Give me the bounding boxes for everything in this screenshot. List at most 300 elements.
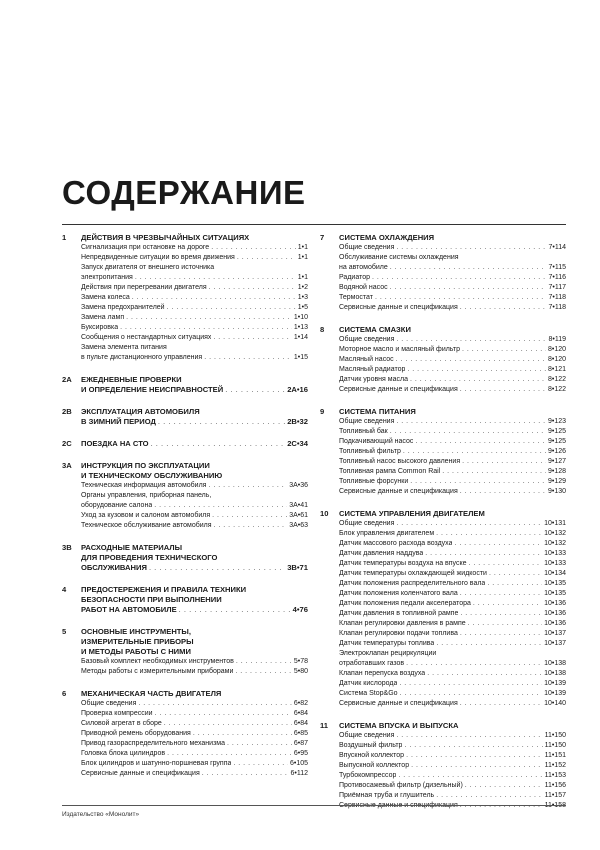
section-heading[interactable] [320,721,566,731]
dot-leader [460,801,543,811]
toc-entry[interactable] [81,739,308,749]
entry-page-number: 11•157 [544,792,566,799]
dot-leader [390,427,546,437]
entry-text: Датчик давления наддува [339,550,424,557]
entry-page-number: 10•136 [544,600,566,607]
dot-leader [208,481,287,491]
section-title [81,689,308,699]
entry-page-number: 6•112 [290,770,308,777]
toc-entry[interactable] [81,667,308,677]
section-heading[interactable] [62,585,308,615]
section-number: 5 [62,627,67,636]
toc-entry[interactable] [81,313,308,323]
section-heading[interactable] [320,233,566,243]
toc-entry[interactable] [339,345,566,355]
entry-row [81,501,308,511]
section-title-text: СИСТЕМА СМАЗКИ [339,325,411,334]
toc-entry[interactable] [81,511,308,521]
entry-row [339,293,566,303]
section-entries [81,481,308,531]
toc-entry[interactable] [339,385,566,395]
dot-leader [151,439,286,449]
section-title-text: РАСХОДНЫЕ МАТЕРИАЛЫ [81,543,183,552]
section-title-line [339,407,566,417]
entry-text: Общие сведения [339,244,395,251]
entry-row [81,667,308,677]
toc-entry[interactable] [81,243,308,253]
toc-section [62,233,308,363]
section-heading[interactable] [320,407,566,417]
toc-entry[interactable] [81,491,308,511]
dot-leader [149,563,285,573]
section-number: 1 [62,233,67,242]
section-title-text: БЕЗОПАСНОСТИ ПРИ ВЫПОЛНЕНИИ [81,595,222,604]
section-title-text: И ТЕХНИЧЕСКОМУ ОБСЛУЖИВАНИЮ [81,471,223,480]
section-title-text: СИСТЕМА УПРАВЛЕНИЯ ДВИГАТЕЛЕМ [339,509,485,518]
entry-text: Топливный насос высокого давления [339,458,461,465]
toc-entry[interactable] [339,781,566,791]
entry-text: Сервисные данные и спецификация [339,386,458,393]
entry-page-number: 10•131 [544,520,566,527]
entry-page-number: 1•14 [293,334,308,341]
dot-leader [410,375,546,385]
dot-leader [396,243,546,253]
toc-entry[interactable] [81,253,308,263]
section-heading[interactable] [320,509,566,519]
toc-entry[interactable] [339,669,566,679]
section-title-line [81,553,308,563]
toc-entry[interactable] [81,749,308,759]
section-entries [339,243,566,313]
section-title [81,627,308,657]
entry-row [339,599,566,609]
toc-section [62,407,308,427]
toc-entry[interactable] [339,731,566,741]
entry-text: Уход за кузовом и салоном автомобиля [81,512,211,519]
dot-leader [396,731,542,741]
entry-row [81,719,308,729]
entry-text: Турбокомпрессор [339,772,397,779]
entry-page-number: 10•137 [544,640,566,647]
toc-entry[interactable] [339,519,566,529]
entry-page-number: 7•114 [548,244,566,251]
section-title-text: ДЕЙСТВИЯ В ЧРЕЗВЫЧАЙНЫХ СИТУАЦИЯХ [81,233,250,242]
entry-row [339,335,566,345]
toc-entry[interactable] [339,457,566,467]
toc-entry[interactable] [339,549,566,559]
entry-page-number: 8•120 [547,356,566,363]
toc-section [320,509,566,709]
entry-page-number: 3A•61 [289,512,308,519]
entry-row [339,569,566,579]
toc-entry[interactable] [81,729,308,739]
dot-leader [158,417,285,427]
entry-text: Система Stop&Go [339,690,398,697]
toc-entry[interactable] [339,243,566,253]
toc-entry[interactable] [339,427,566,437]
entry-page-number: 10•140 [544,700,566,707]
section-title-line [81,627,308,637]
toc-entry[interactable] [339,609,566,619]
entry-text: Приёмная труба и глушитель [339,792,435,799]
dot-leader [436,791,542,801]
toc-entry[interactable] [339,283,566,293]
dot-leader [138,699,291,709]
toc-entry[interactable] [339,741,566,751]
toc-section [320,407,566,497]
entry-text-line: Обслуживание системы охлаждения [339,254,459,261]
section-page-number: 2A•16 [287,385,308,394]
toc-entry[interactable] [339,487,566,497]
dot-leader [235,667,291,677]
entry-text: Впускной коллектор [339,752,405,759]
section-heading[interactable] [62,461,308,481]
toc-section [62,461,308,531]
section-title-line [339,509,566,519]
toc-entry[interactable] [339,649,566,669]
section-heading[interactable] [62,689,308,699]
entry-page-number: 9•126 [547,448,566,455]
dot-leader [410,477,546,487]
entry-text: Моторное масло и масляный фильтр [339,346,461,353]
section-number: 2A [62,375,72,384]
section-title-line [339,325,566,335]
section-number: 3B [62,543,72,552]
dot-leader [406,659,542,669]
toc-entry[interactable] [339,639,566,649]
dot-leader [167,749,292,759]
entry-text: электропитания [81,274,133,281]
section-page-number: 2C•34 [287,439,308,448]
section-title-text: РАБОТ НА АВТОМОБИЛЕ [81,605,177,614]
entry-page-number: 1•3 [297,294,308,301]
toc-entry[interactable] [339,619,566,629]
entry-text: Датчик температуры охлаждающей жидкости [339,570,487,577]
toc-entry[interactable] [81,481,308,491]
toc-entry[interactable] [339,293,566,303]
entry-row [339,659,566,669]
dot-leader [442,467,546,477]
entry-page-number: 11•156 [544,782,566,789]
entry-text: Датчик температуры воздуха на впуске [339,560,467,567]
entry-page-number: 7•118 [548,304,566,311]
toc-entry[interactable] [339,335,566,345]
section-title [81,439,308,449]
entry-text: Замена предохранителей [81,304,165,311]
entry-page-number: 1•13 [293,324,308,331]
toc-entry[interactable] [339,801,566,811]
dot-leader [436,639,542,649]
section-title-line [81,689,308,699]
toc-entry[interactable] [81,283,308,293]
entry-row [81,739,308,749]
dot-leader [211,243,296,253]
section-title-line [81,647,308,657]
toc-entry[interactable] [81,343,308,363]
section-title-text: ЕЖЕДНЕВНЫЕ ПРОВЕРКИ [81,375,182,384]
entry-text: Базовый комплект необходимых инструментов [81,658,234,665]
section-number: 2C [62,439,72,448]
entry-row [339,487,566,497]
dot-leader [460,699,542,709]
dot-leader [225,385,285,395]
toc-entry[interactable] [339,467,566,477]
entry-text: Сервисные данные и спецификация [81,770,200,777]
toc-entry[interactable] [339,791,566,801]
entry-text: Радиатор [339,274,370,281]
entry-row [339,731,566,741]
toc-entry[interactable] [339,253,566,273]
entry-row [339,437,566,447]
section-title-line [81,595,308,605]
section-title-line [81,461,308,471]
entry-page-number: 7•117 [548,284,566,291]
toc-entry[interactable] [81,323,308,333]
entry-page-number: 10•139 [544,680,566,687]
entry-text: Общие сведения [339,336,395,343]
toc-entry[interactable] [339,699,566,709]
entry-page-number: 8•122 [547,386,566,393]
entry-text: Методы работы с измерительными приборами [81,668,234,675]
dot-leader [155,709,292,719]
section-heading[interactable] [320,325,566,335]
section-title-line [339,721,566,731]
toc-entry[interactable] [81,709,308,719]
dot-leader [436,529,542,539]
section-heading[interactable] [62,375,308,395]
entry-row [339,345,566,355]
toc-entry[interactable] [339,771,566,781]
section-title-text: СИСТЕМА ОХЛАЖДЕНИЯ [339,233,435,242]
section-page-number: 4•76 [292,605,308,614]
dot-leader [396,355,546,365]
toc-entry[interactable] [81,719,308,729]
entry-text: Водяной насос [339,284,388,291]
section-title-line [81,439,308,449]
toc-section [62,543,308,573]
section-title-text: ДЛЯ ПРОВЕДЕНИЯ ТЕХНИЧЕСКОГО [81,553,218,562]
section-title-line [81,417,308,427]
toc-entry[interactable] [339,303,566,313]
toc-entry[interactable] [339,569,566,579]
entry-text: Блок управления двигателем [339,530,435,537]
section-entries [81,243,308,363]
entry-row [339,589,566,599]
section-title [339,721,566,731]
section-entries [81,657,308,677]
section-title-line [81,585,308,595]
entry-page-number: 1•1 [297,244,308,251]
section-heading[interactable] [62,407,308,427]
entry-row [339,791,566,801]
entry-row [81,253,308,263]
entry-text-line: Органы управления, приборная панель, [81,492,212,499]
entry-row [81,333,308,343]
section-heading[interactable] [62,233,308,243]
toc-entry[interactable] [339,559,566,569]
entry-row [81,481,308,491]
toc-entry[interactable] [339,273,566,283]
toc-entry[interactable] [339,589,566,599]
toc-column-right [320,233,566,823]
entry-page-number: 8•119 [548,336,566,343]
entry-page-number: 10•138 [544,660,566,667]
toc-entry[interactable] [81,303,308,313]
entry-page-number: 10•138 [544,670,566,677]
entry-page-number: 3A•63 [289,522,308,529]
dot-leader [396,335,546,345]
dot-leader [214,521,288,531]
dot-leader [202,769,289,779]
section-entries [81,699,308,779]
entry-page-number: 7•118 [548,294,566,301]
section-title-line [339,233,566,243]
entry-row [81,303,308,313]
section-number: 3A [62,461,72,470]
section-title [81,585,308,615]
section-entries [339,335,566,395]
entry-text-line: Электроклапан рециркуляции [339,650,437,657]
entry-row [339,579,566,589]
toc-section [62,439,308,449]
entry-row [339,619,566,629]
toc-entry[interactable] [339,447,566,457]
dot-leader [489,569,542,579]
toc-entry[interactable] [339,579,566,589]
dot-leader [403,447,546,457]
toc-entry[interactable] [339,679,566,689]
entry-row [339,375,566,385]
section-title-line [81,543,308,553]
dot-leader [233,759,288,769]
toc-entry[interactable] [339,599,566,609]
entry-page-number: 10•132 [544,540,566,547]
section-title [339,325,566,335]
entry-page-number: 9•125 [547,428,566,435]
toc-entry[interactable] [339,417,566,427]
entry-row [339,741,566,751]
entry-row [339,467,566,477]
entry-text-line: Замена элемента питания [81,344,167,351]
entry-row [339,639,566,649]
entry-page-number: 8•121 [547,366,566,373]
entry-page-number: 10•136 [544,610,566,617]
toc-entry[interactable] [81,521,308,531]
dot-leader [154,501,287,511]
entry-row [339,457,566,467]
entry-page-number: 10•136 [544,620,566,627]
entry-page-number: 6•85 [293,730,308,737]
entry-row [339,679,566,689]
section-title-text: ИЗМЕРИТЕЛЬНЫЕ ПРИБОРЫ [81,637,194,646]
section-title-line [81,471,308,481]
entry-row [339,427,566,437]
section-title [81,461,308,481]
toc-entry[interactable] [339,355,566,365]
dot-leader [406,751,543,761]
section-number: 11 [320,721,329,730]
toc-entry[interactable] [339,437,566,447]
entry-row [81,243,308,253]
section-heading[interactable] [62,439,308,449]
dot-leader [460,629,542,639]
dot-leader [468,619,542,629]
toc-entry[interactable] [339,761,566,771]
toc-entry[interactable] [81,333,308,343]
entry-row [339,609,566,619]
dot-leader [227,739,292,749]
entry-page-number: 1•5 [297,304,308,311]
section-title-line [81,375,308,385]
dot-leader [469,559,543,569]
toc-entry[interactable] [339,529,566,539]
toc-entry[interactable] [81,769,308,779]
section-heading[interactable] [62,543,308,573]
entry-text: Датчик давления в топливной рампе [339,610,459,617]
toc-entry[interactable] [81,293,308,303]
entry-page-number: 10•135 [544,580,566,587]
entry-text: Силовой агрегат в сборе [81,720,162,727]
dot-leader [473,599,542,609]
entry-text: Датчик положения коленчатого вала [339,590,458,597]
entry-row [81,283,308,293]
entry-row [339,355,566,365]
dot-leader [396,519,542,529]
toc-entry[interactable] [339,365,566,375]
dot-leader [454,539,542,549]
toc-entry[interactable] [81,657,308,667]
section-title-text: ЭКСПЛУАТАЦИЯ АВТОМОБИЛЯ [81,407,200,416]
entry-page-number: 10•137 [544,630,566,637]
entry-row [339,529,566,539]
dot-leader [204,353,292,363]
toc-entry[interactable] [81,759,308,769]
entry-text: Масляный насос [339,356,394,363]
toc-entry[interactable] [81,699,308,709]
dot-leader [179,605,291,615]
entry-row [339,273,566,283]
section-number: 7 [320,233,325,242]
toc-section [62,375,308,395]
dot-leader [132,293,296,303]
section-heading[interactable] [62,627,308,657]
entry-page-number: 9•125 [547,438,566,445]
toc-entry[interactable] [339,689,566,699]
section-title-text: В ЗИМНИЙ ПЕРИОД [81,417,156,426]
entry-text: Датчик уровня масла [339,376,408,383]
entry-page-number: 1•10 [293,314,308,321]
entry-text-line: Запуск двигателя от внешнего источника [81,264,215,271]
footer-divider [62,805,566,806]
entry-text: Датчик положения распределительного вала [339,580,486,587]
entry-text: Датчик массового расхода воздуха [339,540,453,547]
entry-page-number: 10•139 [544,690,566,697]
toc-entry[interactable] [339,477,566,487]
dot-leader [213,333,291,343]
entry-page-number: 6•87 [293,740,308,747]
toc-entry[interactable] [339,375,566,385]
toc-entry[interactable] [81,263,308,283]
toc-entry[interactable] [339,629,566,639]
entry-page-number: 10•133 [544,550,566,557]
toc-entry[interactable] [339,751,566,761]
section-number: 8 [320,325,325,334]
toc-entry[interactable] [339,539,566,549]
title-divider [62,224,566,225]
entry-row [339,781,566,791]
dot-leader [404,741,542,751]
entry-row [339,385,566,395]
